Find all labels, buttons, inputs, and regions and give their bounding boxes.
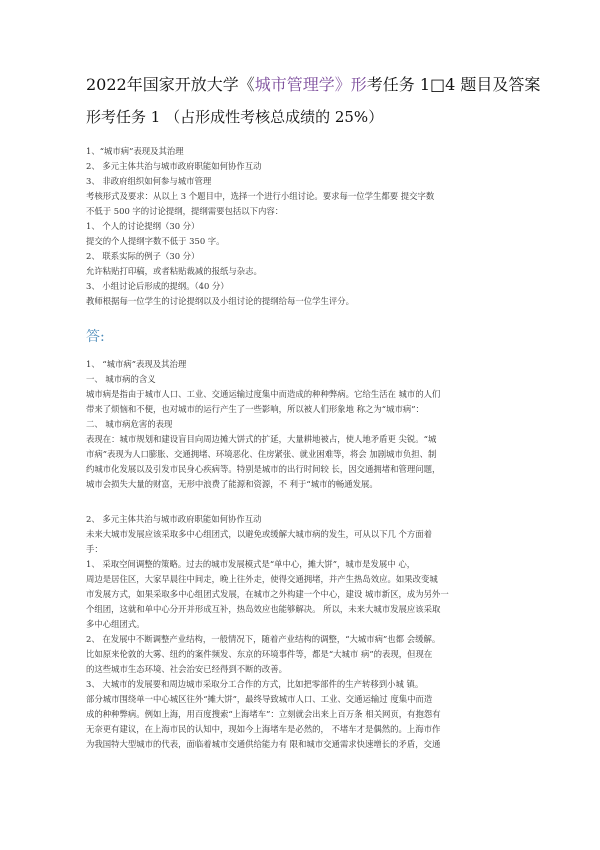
answer-section-2 — [86, 512, 518, 752]
text-line: 1、 个人的讨论提纲（30 分） — [86, 221, 200, 231]
text-line: 市病”表现为人口膨胀、交通拥堵、环境恶化、住房紧张、就业困难等，将会 加剧城市负担、制 — [86, 449, 437, 459]
text-line: 二、 城市病危害的表现 — [86, 419, 173, 429]
text-line: 允许粘贴打印稿，或者粘贴裁减的报纸与杂志。 — [86, 266, 262, 276]
text-line: 周边是居住区，大家早晨往中间走，晚上往外走，使得交通拥堵，并产生热岛效应。如果改变城 — [86, 574, 438, 584]
text-line: 1、 “城市病”表现及其治理 — [86, 359, 187, 369]
text-line: 1、 采取空间调整的策略。过去的城市发展模式是“单中心，摊大饼”，城市是发展中 心， — [86, 559, 416, 569]
text-line: 成的种种弊病。例如上海，用百度搜索“上海堵车”：立刻就会出来上百万条 相关网页，有抱怨有 — [86, 709, 441, 719]
text-line: 手： — [86, 544, 103, 554]
text-line: 2、 联系实际的例子（30 分） — [86, 251, 200, 261]
text-line: 多中心组团式。 — [86, 619, 145, 629]
answer-section-1 — [86, 357, 518, 492]
text-line: 比如原来伦敦的大雾、纽约的案件频发、东京的环境事件等，都是“大城市 病”的表现，但现在 — [86, 649, 433, 659]
text-line: 带来了烦恼和不便，也对城市的运行产生了一些影响，所以被人们形象地 称之为“城市病”： — [86, 404, 424, 414]
text-line: 教师根据每一位学生的讨论提纲以及小组讨论的提纲给每一位学生评分。 — [86, 296, 354, 306]
text-line: 2、 在发展中不断调整产业结构，一般情况下，随着产业结构的调整，“大城市病”也都 会缓解。 — [86, 634, 441, 644]
text-line: 2、 多元主体共治与城市政府职能如何协作互动 — [86, 514, 262, 524]
text-line: 为我国特大型城市的代表，面临着城市交通供给能力有 限和城市交通需求快速增长的矛盾，交通 — [86, 739, 441, 749]
answer-label: 答: — [86, 329, 105, 345]
text-line: 考核形式及要求：从以上 3 个题目中，选择一个进行小组讨论。要求每一位学生都要 提交字数 — [86, 191, 435, 201]
title-part-2: 考任务 1□4 题目及答案 — [366, 75, 541, 94]
text-line: 1、“城市病”表现及其治理 — [86, 146, 184, 156]
text-line: 一、 城市病的含义 — [86, 374, 156, 384]
text-line: 表现在：城市规划和建设盲目向周边摊大饼式的扩延，大量耕地被占，使人地矛盾更 尖锐。“城 — [86, 434, 437, 444]
text-line: 3、 大城市的发展要和周边城市采取分工合作的方式，比如把零部件的生产转移到小城 镇。 — [86, 679, 424, 689]
document-title — [86, 74, 540, 96]
text-line: 城市会损失大量的财富，无形中浪费了能源和资源，不 利于“城市的畅通发展。 — [86, 479, 378, 489]
text-line: 不低于 500 字的讨论提纲，提纲需要包括以下内容： — [86, 206, 284, 216]
text-line: 2、 多元主体共治与城市政府职能如何协作互动 — [86, 161, 262, 171]
text-line: 未来大城市发展应该采取多中心组团式，以避免或缓解大城市病的发生，可从以下几 个方面着 — [86, 529, 433, 539]
text-line: 3、 小组讨论后形成的提纲。（40 分） — [86, 281, 229, 291]
text-line: 城市病是指由于城市人口、工业、交通运输过度集中而造成的种种弊病。它给生活在 城市的人们 — [86, 389, 441, 399]
task-description — [86, 144, 518, 309]
text-line: 约城市化发展以及引发市民身心疾病等。特别是城市的出行时间较 长，因交通拥堵和管理问题， — [86, 464, 441, 474]
text-line: 提交的个人提纲字数不低于 350 字。 — [86, 236, 225, 246]
text-line: 3、 非政府组织如何参与城市管理 — [86, 176, 212, 186]
text-line: 个组团，这就和单中心分开并形成互补，热岛效应也能够解决。 所以，未来大城市发展应该采取 — [86, 604, 441, 614]
title-part-1: 2022年国家开放大学《 — [86, 75, 255, 94]
text-line: 市发展方式，如果采取多中心组团式发展，在城市之外构建一个中心，建设 城市新区，成为另外一 — [86, 589, 449, 599]
text-line: 的这些城市生态环境、社会治安已经得到不断的改善。 — [86, 664, 287, 674]
text-line: 部分城市围绕单一中心城区往外“摊大饼”，最终导致城市人口、工业、交通运输过 度集中而造 — [86, 694, 433, 704]
document-subtitle: 形考任务 1 （占形成性考核总成绩的 25%） — [86, 108, 384, 126]
title-highlight: 城市管理学》形 — [254, 75, 367, 94]
text-line: 无奈更有建议，在上海市民的认知中，现如今上海堵车是必然的， 不堵车才是偶然的。上海市作 — [86, 724, 441, 734]
